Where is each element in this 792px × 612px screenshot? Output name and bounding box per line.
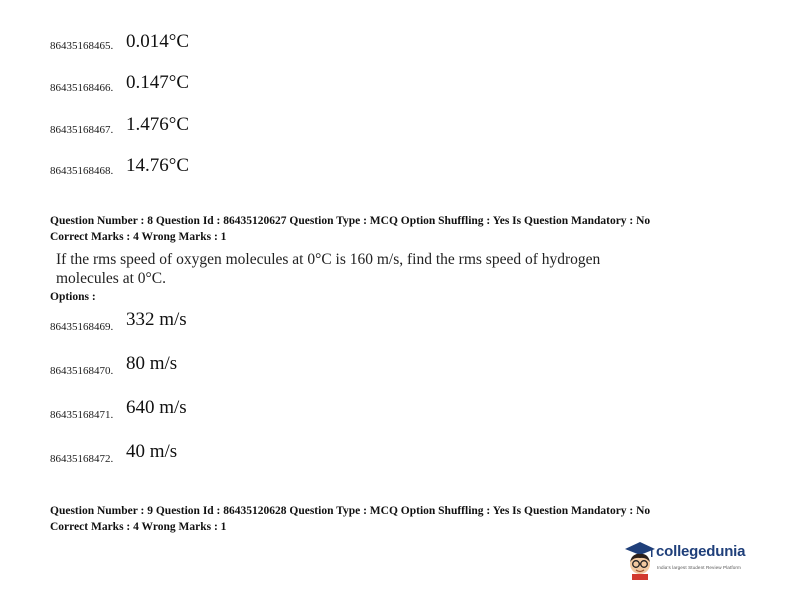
option-id: 86435168467. [50,124,114,136]
option-value: 40 m/s [126,441,178,462]
question-meta: Question Number : 8 Question Id : 86435120627 Question Type : MCQ Option Shuffling : Yes Is Question Mandatory : No [50,215,651,227]
option-value: 0.147°C [126,72,190,93]
question-text-line1: If the rms speed of oxygen molecules at 0°C is 160 m/s, find the rms speed of hydrogen [56,251,601,268]
question-meta: Question Number : 9 Question Id : 86435120628 Question Type : MCQ Option Shuffling : Yes Is Question Mandatory : No [50,505,651,517]
option-id: 86435168471. [50,409,114,421]
option-value: 80 m/s [126,353,178,374]
question-marks: Correct Marks : 4 Wrong Marks : 1 [50,521,227,533]
options-label: Options : [50,291,96,303]
option-value: 14.76°C [126,155,190,176]
option-id: 86435168465. [50,40,114,52]
question-text-line2: molecules at 0°C. [56,270,166,287]
graduate-mascot-icon [624,540,656,580]
option-id: 86435168466. [50,82,114,94]
logo-tagline: India's largest Student Review Platform [657,565,741,570]
question-marks: Correct Marks : 4 Wrong Marks : 1 [50,231,227,243]
logo-wordmark: collegedunia [656,543,746,560]
option-id: 86435168469. [50,321,114,333]
option-value: 332 m/s [126,309,187,330]
option-value: 1.476°C [126,114,190,135]
option-value: 640 m/s [126,397,187,418]
option-value: 0.014°C [126,31,190,52]
option-id: 86435168468. [50,165,114,177]
collegedunia-logo [624,540,774,582]
option-id: 86435168472. [50,453,114,465]
option-id: 86435168470. [50,365,114,377]
